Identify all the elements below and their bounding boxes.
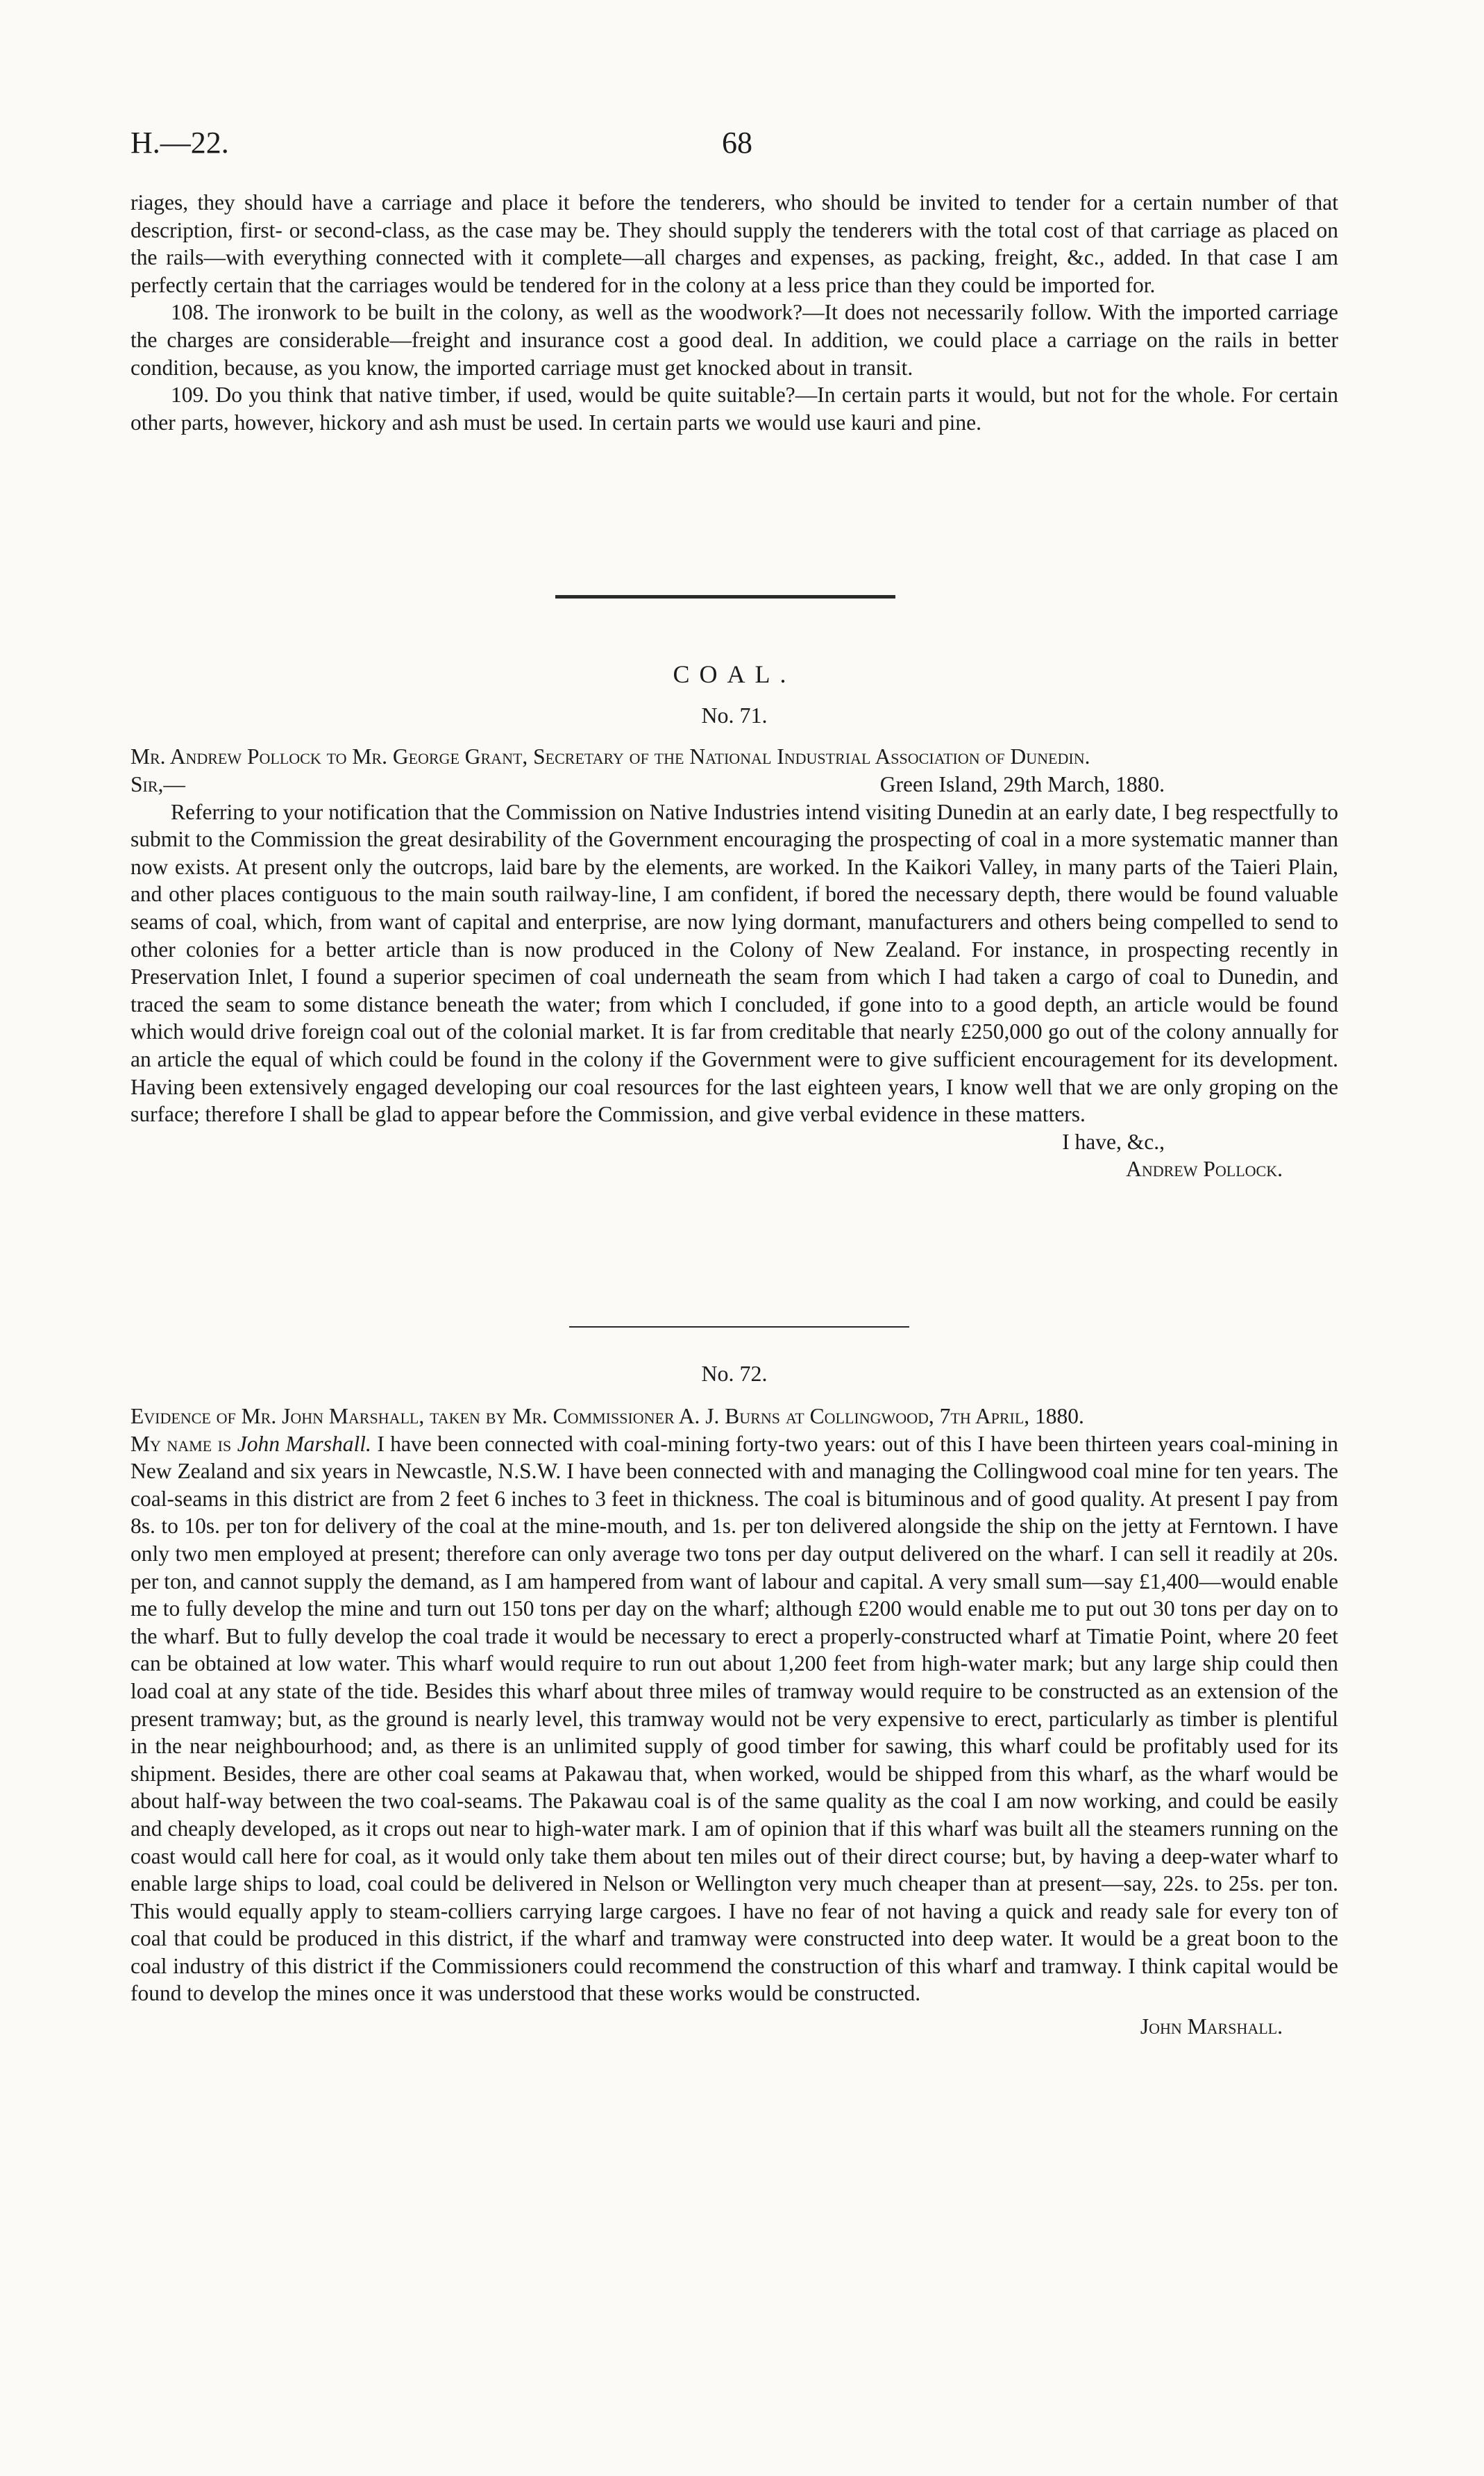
- salutation: Sir,—: [130, 771, 185, 796]
- letter-72-number: No. 72.: [701, 1361, 768, 1386]
- continued-evidence: [130, 189, 1338, 436]
- letter-divider: [569, 1326, 909, 1328]
- letter-72-body: I have been connected with coal-mining forty-two years: out of this I have been thirteen years coal-mining in New Zealand and six years in Newcastle, N.S.W. I have been connected with and managing the Collingwood coal mine for ten years. The coal-seams in this district are from 2 feet 6 inches to 3 feet in thickness. The coal is bituminous and of good quality. At present I pay from 8s. to 10s. per ton for delivery of the coal at the mine-mouth, and 1s. per ton delivered alongside the ship on the jetty at Ferntown. I have only two men employed at present; therefore can only average two tons per day output delivered on the wharf. I can sell it readily at 20s. per ton, and cannot supply the demand, as I am hampered from want of labour and capital. A very small sum—say £1,400—would enable me to fully develop the mine and turn out 150 tons per day on the wharf; although £200 would enable me to put out 30 tons per day on to the wharf. But to fully develop the coal trade it would be necessary to erect a properly-constructed wharf at Timatie Point, where 20 feet can be obtained at low water. This wharf would require to run out about 1,200 feet from high-water mark; but any large ship could then load coal at any state of the tide. Besides this wharf about three miles of tramway would require to be constructed as an extension of the present tramway; but, as the ground is nearly level, this tramway would not be very expensive to erect, particularly as timber is plentiful in the near neighbourhood; and, as there is an unlimited supply of good timber for sawing, this wharf could be profitably used for its shipment. Besides, there are other coal seams at Pakawau that, when worked, would be shipped from this wharf, as the wharf would be about half-way between the two coal-seams. The Pakawau coal is of the same quality as the coal I am now working, and could be easily and cheaply developed, as it crops out near to high-water mark. I am of opinion that if this wharf was built all the steamers running on the coast would call here for coal, as it would only take them about ten miles out of their direct course; but, by having a deep-water wharf to enable large ships to load, coal could be delivered in Nelson or Wellington very much cheaper than at present—say, 22s. to 25s. per ton. This would equally apply to steam-colliers carrying large cargoes. I have no fear of not having a quick and ready sale for every ton of coal that could be produced in this district, if the wharf and tramway were constructed into deep water. It would be a great boon to the coal industry of this district if the Commissioners could recommend the construction of this wharf and tramway. I think capital would be found to develop the mines once it was understood that these works would be constructed.: [130, 1431, 1338, 2006]
- letter-72-heading: Evidence of Mr. John Marshall, taken by Mr. Commissioner A. J. Burns at Collingwood, 7th April, 1880.: [130, 1404, 1084, 1428]
- letter-71-number: No. 71.: [701, 703, 768, 728]
- letter-72: [130, 1403, 1338, 2041]
- paragraph-question-108: 108. The ironwork to be built in the colony, as well as the woodwork?—It does not necessarily follow. With the imported carriage the charges are considerable—freight and insurance cost a good deal. In addition, we could place a carriage on the rails in better condition, because, as you know, the imported carriage must get knocked about in transit.: [130, 300, 1338, 380]
- letter-72-signature: John Marshall.: [1140, 2014, 1283, 2039]
- document-id: H.—22.: [130, 126, 229, 160]
- witness-name: John Marshall.: [237, 1431, 371, 1456]
- letter-71-closing: I have, &c.,: [1062, 1129, 1165, 1154]
- intro-prefix: My name is: [130, 1431, 237, 1456]
- letter-71: [130, 743, 1338, 1183]
- letter-71-body: Referring to your notification that the Commission on Native Industries intend visiting Dunedin at an early date, I beg respectfully to submit to the Commission the great desirability of the Government encouraging the prospecting of coal in a more systematic manner than now exists. At present only the outcrops, laid bare by the elements, are worked. In the Kaikori Valley, in many parts of the Taieri Plain, and other places contiguous to the main south railway-line, I am confident, if bored the necessary depth, there would be found valuable seams of coal, which, from want of capital and enterprise, are now lying dormant, manufacturers and others being compelled to send to other colonies for a better article than is now produced in the Colony of New Zealand. For instance, in prospecting recently in Preservation Inlet, I found a superior specimen of coal underneath the seam from which I had taken a cargo of coal to Dunedin, and traced the seam to some distance beneath the water; from which I concluded, if gone into to a good depth, an article would be found which would drive foreign coal out of the colonial market. It is far from creditable that nearly £250,000 go out of the colony annually for an article the equal of which could be found in the colony if the Government were to give sufficient encouragement for its development. Having been extensively engaged developing our coal resources for the last eighteen years, I know well that we are only groping on the surface; therefore I shall be glad to appear before the Commission, and give verbal evidence in these matters.: [130, 799, 1338, 1127]
- section-divider: [555, 595, 895, 599]
- running-head: [0, 125, 1484, 167]
- paragraph-question-109: 109. Do you think that native timber, if used, would be quite suitable?—In certain parts it would, but not for the whole. For certain other parts, however, hickory and ash must be used. In certain parts we would use kauri and pine.: [130, 383, 1338, 435]
- paragraph-carriages: riages, they should have a carriage and place it before the tenderers, who should be invited to tender for a certain number of that description, first- or second-class, as the case may be. They should supply the tenderers with the total cost of that carriage as placed on the rails—with everything connected with it complete—all charges and expenses, as packing, freight, &c., added. In that case I am perfectly certain that the carriages would be tendered for in the colony at a less price than they could be imported for.: [130, 190, 1338, 297]
- letter-71-heading: Mr. Andrew Pollock to Mr. George Grant, Secretary of the National Industrial Association of Dunedin.: [130, 744, 1090, 769]
- place-date: Green Island, 29th March, 1880.: [879, 771, 1165, 796]
- letter-71-signature: Andrew Pollock.: [1126, 1157, 1283, 1182]
- salutation-row: [130, 771, 1338, 798]
- section-title: COAL.: [673, 660, 796, 688]
- page-number: 68: [722, 126, 752, 160]
- letter-72-body-paragraph: [130, 1430, 1338, 2007]
